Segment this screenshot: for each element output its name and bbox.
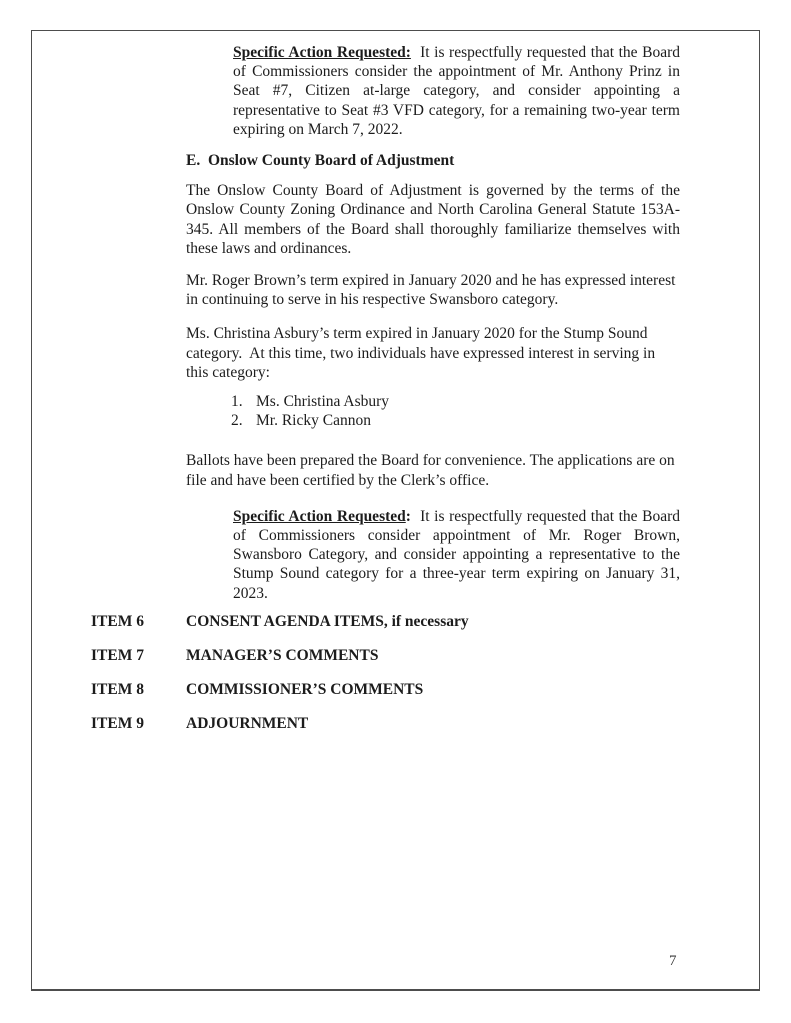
list-item [231,392,680,411]
action-request-body: It is respectfully requested that the Board of Commissioners consider the appointment of Mr. Anthony Prinz in Seat #7, Citizen at-large category, and consider appointing a representative to Seat #3 VFD category, for a remaining two-year term expiring on March 7, 2022. [233,44,680,138]
nominee-list [231,392,680,430]
document-content [32,31,759,734]
agenda-item-label: ITEM 7 [91,647,144,665]
action-request-lead: Specific Action Requested: [233,44,411,61]
agenda-item-title: MANAGER’S COMMENTS [186,647,379,665]
paragraph-asbury: Ms. Christina Asbury’s term expired in January 2020 for the Stump Sound category. At this time, two individuals have expressed interest in serving in this category: [186,325,656,381]
page-sheet [31,30,760,991]
section-heading-e: E. Onslow County Board of Adjustment [186,152,455,170]
list-item-name: Ms. Christina Asbury [256,393,390,411]
agenda-item-label: ITEM 6 [91,612,144,630]
agenda-item-row [91,714,680,733]
agenda-item-label: ITEM 9 [91,715,144,733]
list-item-number: 2. [231,412,243,430]
action-request-colon: : [405,507,411,525]
agenda-item-title: CONSENT AGENDA ITEMS, if necessary [186,612,469,630]
page-number: 7 [669,953,677,969]
action-request-lead: Specific Action Requested [233,507,406,525]
agenda-item-label: ITEM 8 [91,681,144,699]
paragraph-governed: The Onslow County Board of Adjustment is governed by the terms of the Onslow County Zoning Ordinance and North Carolina General Statute 153A-345. All members of the Board shall thoroughly familiarize themselves with these laws and ordinances. [186,182,680,257]
agenda-item-title: COMMISSIONER’S COMMENTS [186,681,424,699]
action-request-paragraph-2 [233,507,680,603]
paragraph-ballots: Ballots have been prepared the Board for convenience. The applications are on file and have been certified by the Clerk’s office. [186,452,675,489]
agenda-item-row [91,680,680,699]
list-item-name: Mr. Ricky Cannon [256,412,371,430]
paragraph-brown: Mr. Roger Brown’s term expired in January 2020 and he has expressed interest in continuing to serve in his respective Swansboro category. [186,272,676,309]
agenda-item-row [91,646,680,665]
action-request-body: It is respectfully requested that the Board of Commissioners consider appointment of Mr. Roger Brown, Swansboro Category, and consider appointing a representative to the Stump Sound category for a three-year term expiring on January 31, 2023. [233,507,680,602]
agenda-item-row [91,612,680,631]
action-request-paragraph-1 [233,43,680,139]
list-item-number: 1. [231,393,243,411]
list-item [231,411,680,430]
agenda-item-title: ADJOURNMENT [186,715,309,733]
